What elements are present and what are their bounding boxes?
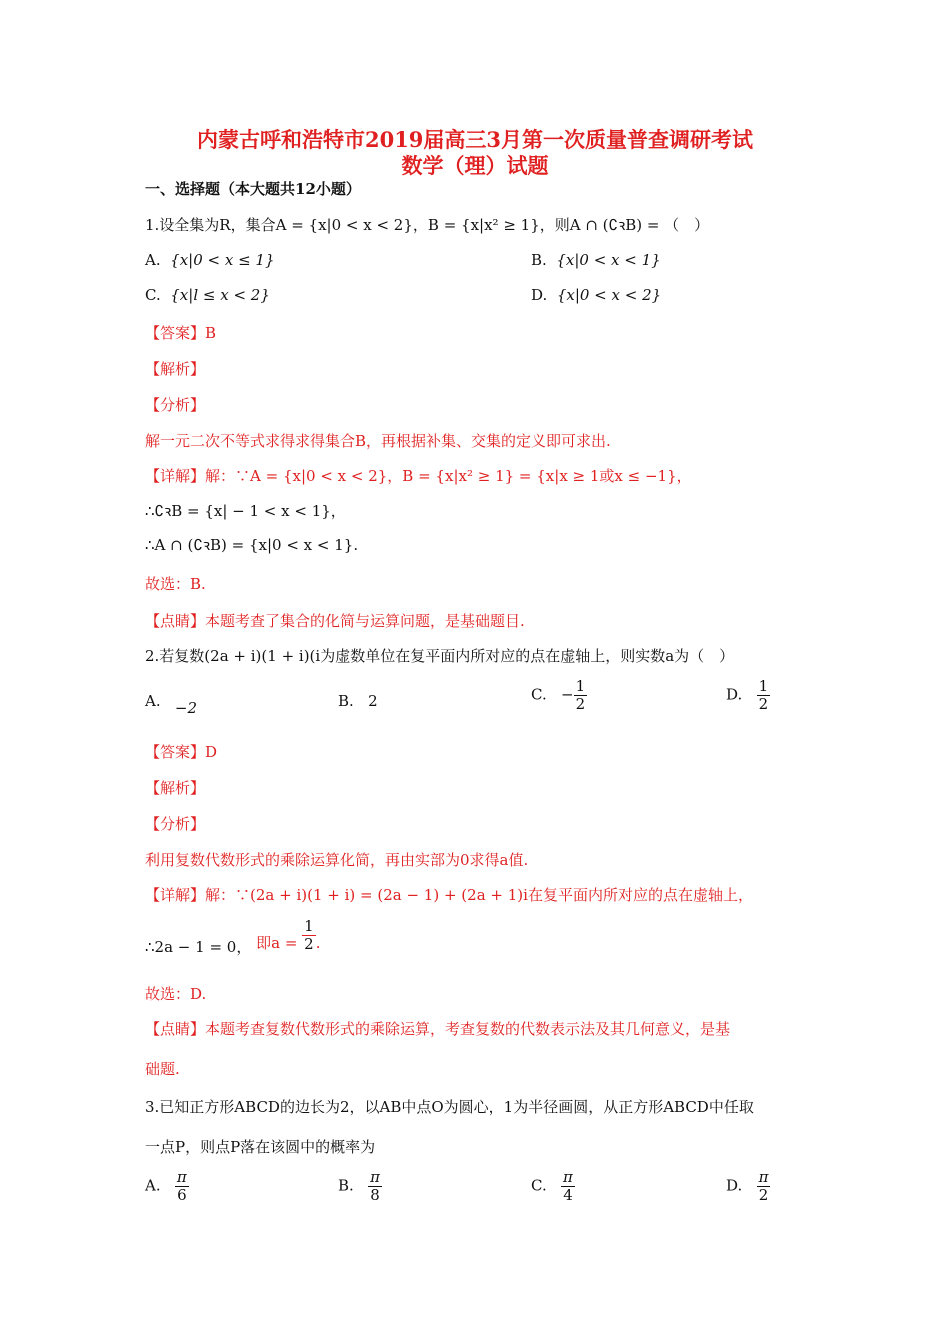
doc-title-line2: 数学（理）试题 [401,153,549,178]
q1-option-b [531,251,661,269]
q3-option-c-numerator: π [563,1168,573,1186]
q3-option-b-numerator: π [370,1168,380,1186]
q2-option-c-sign: − [561,685,574,704]
q1-fenxi-tag: 【分析】 [145,396,206,414]
q3-option-d-numerator: π [758,1168,769,1186]
q2-detail-2-numerator: 1 [304,917,314,935]
q1-option-d-label: D. [531,286,548,304]
q2-fenxi-tag: 【分析】 [145,815,206,833]
q2-option-c-denominator: 2 [575,695,586,713]
q2-option-a [145,692,198,717]
q2-option-d-fraction [757,678,771,713]
q2-detail-2a: ∴2a − 1 = 0， [145,937,252,956]
q3-option-d-label: D. [726,1176,743,1195]
q2-stem: 2.若复数(2a + i)(1 + i)(i为虚数单位在复平面内所对应的点在虚轴上，则实数a为（ ） [145,647,735,665]
q1-option-a-label: A. [145,251,161,269]
q1-detail-tag: 【详解】 [145,467,206,485]
q3-option-d [726,1169,770,1204]
q2-option-c-label: C. [531,685,547,704]
q1-analysis: 解一元二次不等式求得求得集合B，再根据补集、交集的定义即可求出. [145,432,611,450]
q3-option-a-label: A. [145,1176,161,1195]
q2-option-d-denominator: 2 [758,695,769,713]
q1-option-c-text: {x|l ≤ x < 2} [170,286,270,304]
q3-option-d-denominator: 2 [758,1186,769,1204]
q2-option-b-text: 2 [368,692,378,710]
q3-option-b [338,1169,382,1204]
q1-detail-1 [145,465,692,486]
q1-detail-3: ∴A ∩ (∁ꝛB) = {x|0 < x < 1}. [145,536,359,554]
q1-option-b-label: B. [531,251,547,269]
q3-option-b-label: B. [338,1176,354,1195]
q3-stem-1: 3.已知正方形ABCD的边长为2，以AB中点O为圆心，1为半径画圆，从正方形ABCD中任取 [145,1098,754,1116]
q1-option-b-text: {x|0 < x < 1} [556,251,661,269]
q2-option-c-numerator: 1 [575,677,586,695]
q3-option-c-label: C. [531,1176,547,1195]
q1-option-a-text: {x|0 < x ≤ 1} [170,251,275,269]
q2-choose: 故选：D. [145,985,207,1003]
q2-detail-2-denominator: 2 [304,935,314,953]
q2-option-a-label: A. [145,692,161,710]
q1-stem: 1.设全集为R，集合A = {x|0 < x < 2}，B = {x|x² ≥ 1}，则A ∩ (∁ꝛB) = （ ） [145,216,710,234]
q2-detail-2 [145,917,321,956]
q2-analysis: 利用复数代数形式的乘除运算化简，再由实部为0求得a值. [145,851,529,869]
q3-option-a [145,1169,189,1204]
q2-option-d [726,678,770,713]
q3-option-c-denominator: 4 [563,1186,573,1204]
q2-comment-2: 础题. [145,1060,180,1078]
q1-option-d-text: {x|0 < x < 2} [556,286,662,304]
q1-answer: 【答案】B [145,324,217,342]
q3-option-c [531,1169,575,1204]
q3-stem-2: 一点P，则点P落在该圆中的概率为 [145,1138,376,1156]
q2-option-b [338,692,378,710]
q2-detail-1 [145,884,753,905]
q2-option-d-label: D. [726,685,743,704]
q1-option-c [145,286,270,304]
q2-detail-tag: 【详解】 [145,886,206,904]
q2-option-d-numerator: 1 [758,677,769,695]
doc-title-line1: 内蒙古呼和浩特市2019届高三3月第一次质量普查调研考试 [196,127,754,152]
q1-option-a [145,251,275,269]
q1-detail-2: ∴∁ꝛB = {x| − 1 < x < 1}， [145,502,346,520]
q2-option-a-text: −2 [174,699,198,717]
q1-detail-1-text: 解：∵A = {x|0 < x < 2}，B = {x|x² ≥ 1} = {x|x ≥ 1或x ≤ −1}， [205,467,692,485]
q2-option-c-fraction [574,678,588,713]
q3-option-b-denominator: 8 [370,1186,380,1204]
q3-option-a-fraction [175,1169,189,1204]
q1-jiexi-tag: 【解析】 [145,360,206,378]
q3-option-a-denominator: 6 [177,1186,187,1204]
q2-option-b-label: B. [338,692,354,710]
q2-answer: 【答案】D [145,743,218,761]
q1-choose: 故选：B. [145,575,206,593]
q2-option-c [531,678,587,713]
q3-option-d-fraction [757,1169,771,1204]
q2-detail-2c: . [315,933,321,952]
section-heading: 一、选择题（本大题共12小题） [145,180,361,198]
q3-option-a-numerator: π [176,1168,187,1186]
q2-comment-1: 【点睛】本题考查复数代数形式的乘除运算，考查复数的代数表示法及其几何意义，是基 [145,1020,731,1038]
q2-detail-1-text: 解：∵(2a + i)(1 + i) = (2a − 1) + (2a + 1)i在复平面内所对应的点在虚轴上， [205,886,753,904]
q2-jiexi-tag: 【解析】 [145,779,206,797]
q2-detail-2b: 即a = [256,933,298,952]
q1-option-c-label: C. [145,286,161,304]
q3-option-c-fraction [561,1169,575,1204]
q1-option-d [531,286,661,304]
q1-comment: 【点睛】本题考查了集合的化简与运算问题，是基础题目. [145,612,525,630]
q3-option-b-fraction [368,1169,382,1204]
q2-detail-2-fraction [302,918,316,953]
